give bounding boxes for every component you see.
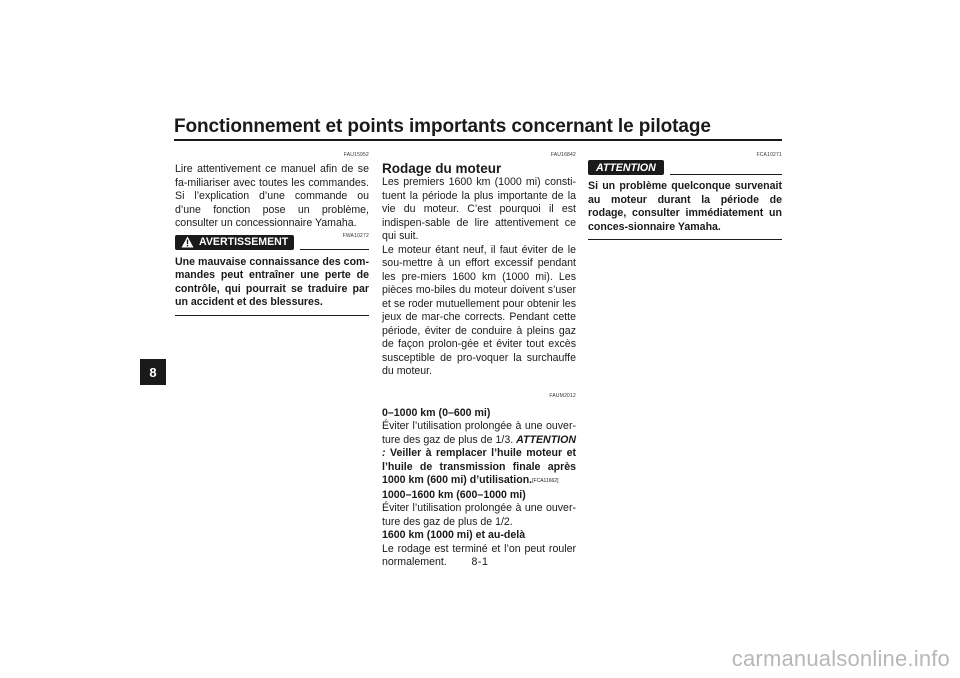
attention-end-rule (588, 239, 782, 240)
page-number: 8-1 (471, 556, 489, 568)
warning-banner (175, 235, 294, 250)
page-title: Fonctionnement et points importants concernant le pilotage (174, 116, 711, 137)
paragraph-1: Les premiers 1600 km (1000 mi) consti-tuent la période la plus importante de la vie du moteur. C’est pourquoi il est indispen-sable de lire attentivement ce qui suit. (382, 176, 576, 242)
warning-header-line (300, 249, 369, 250)
inline-reference-code: [FCA11662] (532, 478, 559, 484)
column-right (588, 152, 782, 240)
break-in-step-2: Éviter l’utilisation prolongée à une ouver-ture des gaz de plus de 1/2. (382, 502, 576, 528)
column-left (175, 152, 369, 316)
title-rule (174, 139, 782, 141)
attention-inline-label: ATTENTION : (382, 433, 576, 459)
attention-banner: ATTENTION (588, 160, 664, 175)
subheading-1000-1600: 1000–1600 km (600–1000 mi) (382, 488, 526, 501)
step-1-text: Éviter l’utilisation prolongée à une ouver-ture des gaz de plus de 1/3. (382, 420, 576, 446)
reference-code: FAU16842 (550, 152, 576, 158)
column-middle (382, 152, 576, 570)
warning-end-rule (175, 315, 369, 316)
subheading-1600-plus: 1600 km (1000 mi) et au-delà (382, 529, 526, 541)
attention-header (588, 160, 782, 175)
attention-header-line (670, 174, 782, 175)
section-heading: Rodage du moteur (382, 161, 502, 176)
reference-code: FAU15952 (343, 152, 369, 158)
warning-label: AVERTISSEMENT (199, 236, 289, 248)
chapter-tab: 8 (140, 359, 166, 385)
break-in-step-3: Le rodage est terminé et l’on peut rouler normalement. (382, 542, 576, 568)
subheading-0-1000: 0–1000 km (0–600 mi) (382, 406, 491, 419)
paragraph-2: Le moteur étant neuf, il faut éviter de le sou-mettre à un effort excessif pendant les pre-miers 1600 km (1000 mi). Les pièces mo-biles du moteur doivent s’user et se roder mutuellement pour obtenir les jeux de mar-che corrects. Pendant cette période, éviter de conduire à pleins gaz de façon prolon-gée et éviter tout excès susceptible de pro-voquer la surchauffe du moteur. (382, 243, 576, 377)
watermark: carmanualsonline.info (731, 646, 950, 671)
attention-text: Si un problème quelconque survenait au moteur durant la période de rodage, consulter immédiatement un conces-sionnaire Yamaha. (588, 180, 782, 233)
warning-triangle-icon (181, 236, 194, 248)
break-in-step-1 (382, 420, 576, 489)
warning-code: FWA10272 (342, 232, 369, 239)
attention-code: FCA10271 (756, 152, 782, 158)
reference-code-2: FAUM2012 (549, 392, 576, 399)
intro-text: Lire attentivement ce manuel afin de se fa-miliariser avec toutes les commandes. Si l’explication d’une commande ou d’une fonction pose un problème, consulter un concessionnaire Yamaha. (175, 163, 369, 229)
warning-header (175, 232, 369, 250)
attention-inline-text: Veiller à remplacer l’huile moteur et l’huile de transmission finale après 1000 km (600 mi) d’utilisation. (382, 447, 576, 486)
warning-text: Une mauvaise connaissance des com-mandes peut entraîner une perte de contrôle, qui pourrait se traduire par un accident et des blessures. (175, 255, 369, 308)
